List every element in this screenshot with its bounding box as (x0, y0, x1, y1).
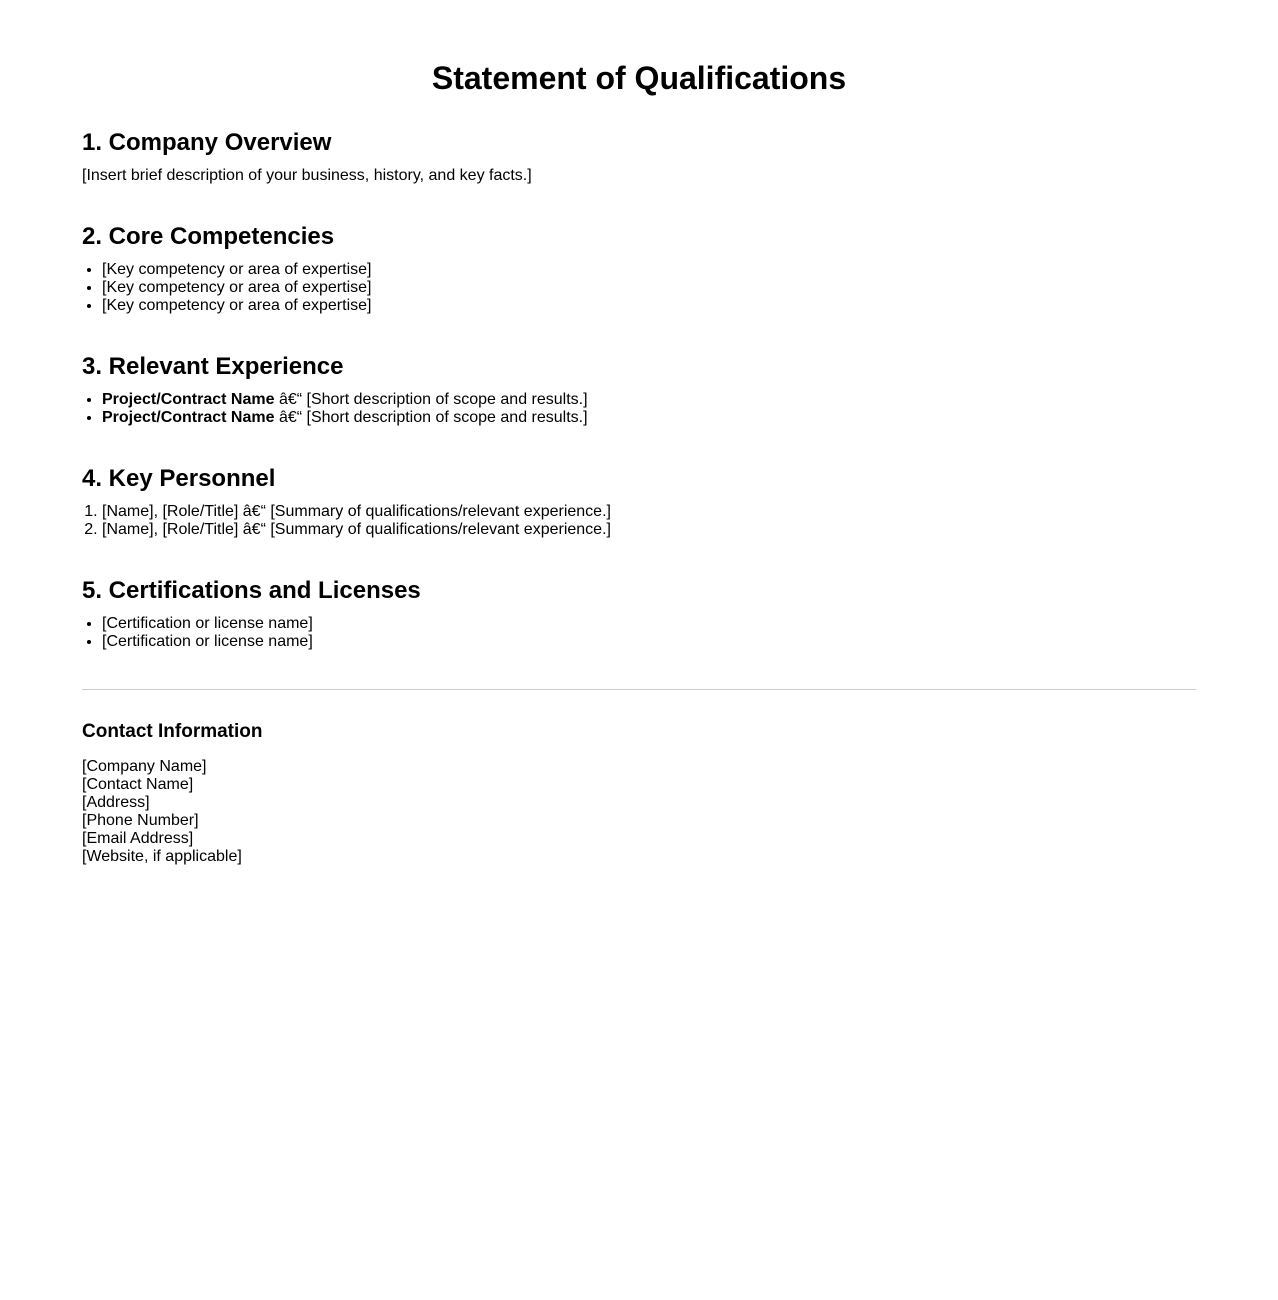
section-heading: 2. Core Competencies (82, 223, 335, 250)
list-item: 1. [Name], [Role/Title] â€“ [Summary of qualifications/relevant experience.] (102, 503, 611, 521)
project-name: Project/Contract Name (102, 391, 275, 408)
project-name: Project/Contract Name (102, 409, 275, 426)
section-relevant-experience (82, 353, 588, 427)
contact-heading: Contact Information (82, 721, 263, 742)
section-heading: 4. Key Personnel (82, 465, 276, 492)
list-item (102, 409, 588, 427)
experience-list (82, 391, 588, 427)
section-heading: 5. Certifications and Licenses (82, 577, 421, 604)
divider (82, 689, 1196, 690)
document-title: Statement of Qualifications (431, 60, 847, 96)
list-item (102, 391, 588, 409)
section-heading: 3. Relevant Experience (82, 353, 344, 380)
list-item: 2. [Name], [Role/Title] â€“ [Summary of qualifications/relevant experience.] (102, 521, 611, 539)
section-heading: 1. Company Overview (82, 129, 332, 156)
contact-website: [Website, if applicable] (82, 848, 242, 865)
section-key-personnel (82, 465, 611, 539)
contact-information (82, 721, 263, 866)
company-overview-text: [Insert brief description of your business, history, and key facts.] (82, 167, 532, 184)
personnel-list (82, 503, 611, 539)
list-item: • [Certification or license name] (102, 615, 421, 633)
contact-address: [Address] (82, 794, 150, 811)
list-item: • [Certification or license name] (102, 633, 421, 651)
list-item: • [Key competency or area of expertise] (102, 279, 371, 297)
contact-person-name: [Contact Name] (82, 776, 194, 793)
contact-company-name: [Company Name] (82, 758, 207, 775)
list-item: • [Key competency or area of expertise] (102, 297, 371, 315)
certification-list (82, 615, 421, 651)
section-core-competencies (82, 223, 371, 315)
project-description: â€“ [Short description of scope and results.] (274, 391, 588, 408)
list-item: • [Key competency or area of expertise] (102, 261, 371, 279)
contact-phone: [Phone Number] (82, 812, 199, 829)
competency-list (82, 261, 371, 315)
section-certifications (82, 577, 421, 651)
project-description: â€“ [Short description of scope and results.] (274, 409, 588, 426)
contact-email: [Email Address] (82, 830, 194, 847)
contact-lines (82, 758, 263, 866)
section-company-overview (82, 129, 532, 185)
